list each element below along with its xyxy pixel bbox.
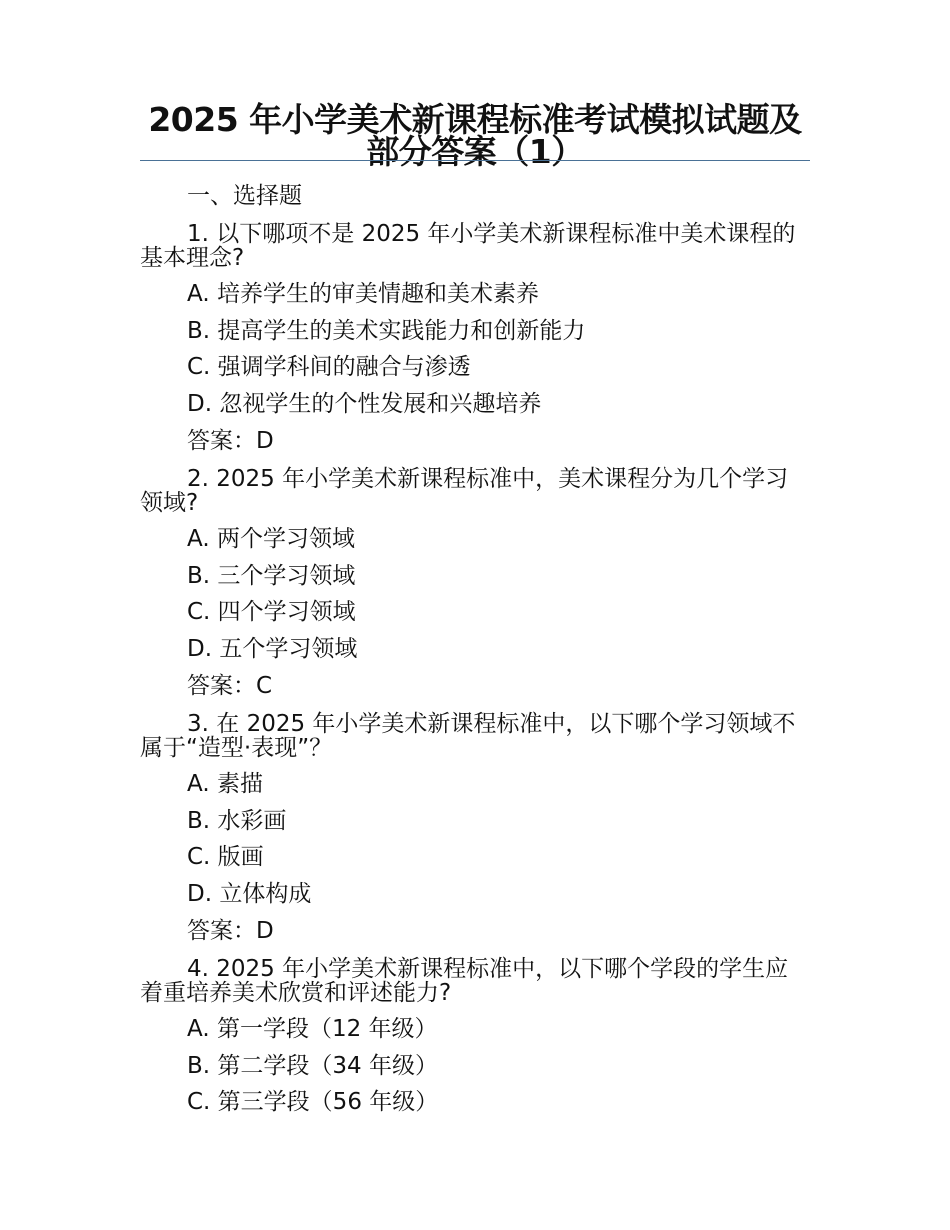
question-option: A. 第一学段（12 年级） <box>187 1015 438 1042</box>
question-answer: 答案：D <box>187 917 274 944</box>
question-option: D. 忽视学生的个性发展和兴趣培养 <box>187 391 542 418</box>
question-option: D. 立体构成 <box>187 881 312 908</box>
section-heading: 一、选择题 <box>187 183 302 209</box>
question-stem: 2. 2025 年小学美术新课程标准中，美术课程分为几个学习领域? <box>140 465 789 516</box>
question-option: A. 素描 <box>187 770 263 797</box>
question-answer: 答案：C <box>187 672 273 699</box>
title-underline <box>140 160 810 161</box>
question-option: C. 版画 <box>187 844 264 871</box>
question-option: B. 第二学段（34 年级） <box>187 1052 438 1079</box>
question-option: B. 水彩画 <box>187 807 287 834</box>
question-option: C. 四个学习领域 <box>187 599 356 626</box>
question-option: C. 第三学段（56 年级） <box>187 1089 439 1116</box>
question-answer: 答案：D <box>187 427 274 454</box>
document-title: 2025 年小学美术新课程标准考试模拟试题及部分答案（1） <box>148 100 802 171</box>
document-body <box>140 178 805 1121</box>
question-option: D. 五个学习领域 <box>187 636 358 663</box>
question-stem: 1. 以下哪项不是 2025 年小学美术新课程标准中美术课程的基本理念? <box>140 220 796 271</box>
question-option: B. 三个学习领域 <box>187 562 356 589</box>
question-stem: 3. 在 2025 年小学美术新课程标准中，以下哪个学习领域不属于“造型·表现”？ <box>140 710 796 761</box>
question-option: B. 提高学生的美术实践能力和创新能力 <box>187 317 586 344</box>
question-stem: 4. 2025 年小学美术新课程标准中，以下哪个学段的学生应着重培养美术欣赏和评述能力? <box>140 955 789 1006</box>
question-option: C. 强调学科间的融合与渗透 <box>187 354 471 381</box>
question-option: A. 培养学生的审美情趣和美术素养 <box>187 280 539 307</box>
question-option: A. 两个学习领域 <box>187 525 355 552</box>
